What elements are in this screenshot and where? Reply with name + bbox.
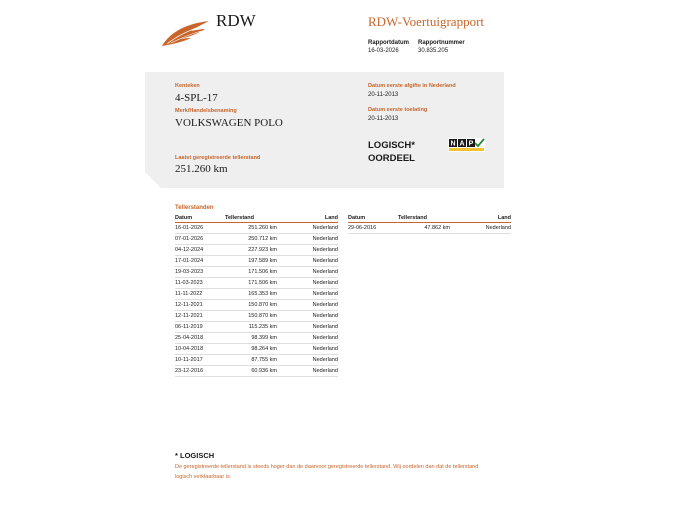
row-date: 12-11-2021 [175,311,225,322]
plate-label: Kenteken [175,83,200,89]
row-km: 98.399 km [225,333,289,344]
table-row [175,245,338,256]
row-land: Nederland [289,333,338,344]
row-km: 150.870 km [225,300,289,311]
table-row [175,355,338,366]
row-land: Nederland [289,355,338,366]
row-km: 227.923 km [225,245,289,256]
table-row [175,322,338,333]
row-date: 10-11-2017 [175,355,225,366]
header-land: Land [462,214,511,223]
report-title: RDW-Voertuigrapport [368,14,485,29]
row-date: 16-01-2026 [175,223,225,234]
make-label: Merk/Handelsbenaming [175,108,237,114]
svg-text:P: P [468,140,474,148]
verdict [368,139,415,165]
verdict-line-2: OORDEEL [368,153,415,164]
header-date: Datum [348,214,398,223]
row-km: 171.506 km [225,278,289,289]
first-admission-label: Datum eerste toelating [368,107,428,113]
row-date: 29-06-2016 [348,223,398,234]
row-land: Nederland [462,223,511,234]
table-row [175,289,338,300]
nap-check-icon [448,138,485,152]
row-km: 87.755 km [225,355,289,366]
row-date: 17-01-2024 [175,256,225,267]
header-land: Land [289,214,338,223]
table-row [175,311,338,322]
report-number-value: 30.835.205 [418,48,449,54]
row-km: 165.353 km [225,289,289,300]
table-row [175,300,338,311]
odometer-history-title: Tellerstanden [175,205,214,211]
odometer-value: 251.260 km [175,163,228,175]
table-row [175,223,338,234]
svg-text:N: N [450,140,456,148]
rdw-swoosh-icon [161,20,211,48]
footnote-text: De geregistreerde tellerstand is steeds hoger dan de daarvoor geregistreerde tellerstand. Wij oordelen dan dat de tellerstand logisch verklaarbaar is. [175,464,479,480]
first-registration-nl-value: 20-11-2013 [368,92,399,98]
row-date: 11-11-2022 [175,289,225,300]
table-row [175,256,338,267]
row-land: Nederland [289,267,338,278]
header-date: Datum [175,214,225,223]
row-date: 25-04-2018 [175,333,225,344]
row-km: 171.506 km [225,267,289,278]
row-land: Nederland [289,256,338,267]
row-land: Nederland [289,245,338,256]
plate-value: 4-SPL-17 [175,92,218,104]
table-row [175,278,338,289]
first-admission-value: 20-11-2013 [368,116,399,122]
row-date: 19-03-2023 [175,267,225,278]
odometer-table-right [348,214,511,234]
row-land: Nederland [289,322,338,333]
row-date: 12-11-2021 [175,300,225,311]
odometer-label: Laatst geregistreerde tellerstand [175,155,261,161]
row-km: 98.264 km [225,344,289,355]
row-land: Nederland [289,289,338,300]
table-header-row [348,214,511,223]
table-row [175,234,338,245]
row-land: Nederland [289,300,338,311]
row-km: 197.589 km [225,256,289,267]
table-header-row [175,214,338,223]
row-date: 23-12-2016 [175,366,225,377]
row-km: 150.870 km [225,311,289,322]
make-value: VOLKSWAGEN POLO [175,117,283,129]
verdict-line-1: LOGISCH* [368,140,415,151]
row-km: 115.235 km [225,322,289,333]
row-date: 11-03-2023 [175,278,225,289]
table-row [175,267,338,278]
row-date: 07-01-2026 [175,234,225,245]
footnote-title: * LOGISCH [175,451,215,460]
row-land: Nederland [289,311,338,322]
row-land: Nederland [289,366,338,377]
row-km: 250.712 km [225,234,289,245]
svg-text:A: A [459,140,465,148]
row-land: Nederland [289,223,338,234]
row-km: 47.862 km [398,223,462,234]
brand-name: RDW [216,11,256,30]
row-land: Nederland [289,344,338,355]
table-row [175,344,338,355]
table-row [175,333,338,344]
report-number-label: Rapportnummer [418,40,465,46]
first-registration-nl-label: Datum eerste afgifte in Nederland [368,83,456,89]
panel-corner-cut [145,172,161,188]
row-date: 04-12-2024 [175,245,225,256]
table-row [175,366,338,377]
row-date: 06-11-2019 [175,322,225,333]
row-km: 251.260 km [225,223,289,234]
row-land: Nederland [289,234,338,245]
report-date-value: 16-03-2026 [368,48,399,54]
odometer-table-left [175,214,338,377]
row-date: 10-04-2018 [175,344,225,355]
row-km: 60.936 km [225,366,289,377]
row-land: Nederland [289,278,338,289]
table-row [348,223,511,234]
report-date-label: Rapportdatum [368,40,409,46]
header-km: Tellerstand [398,214,462,223]
header-km: Tellerstand [225,214,289,223]
